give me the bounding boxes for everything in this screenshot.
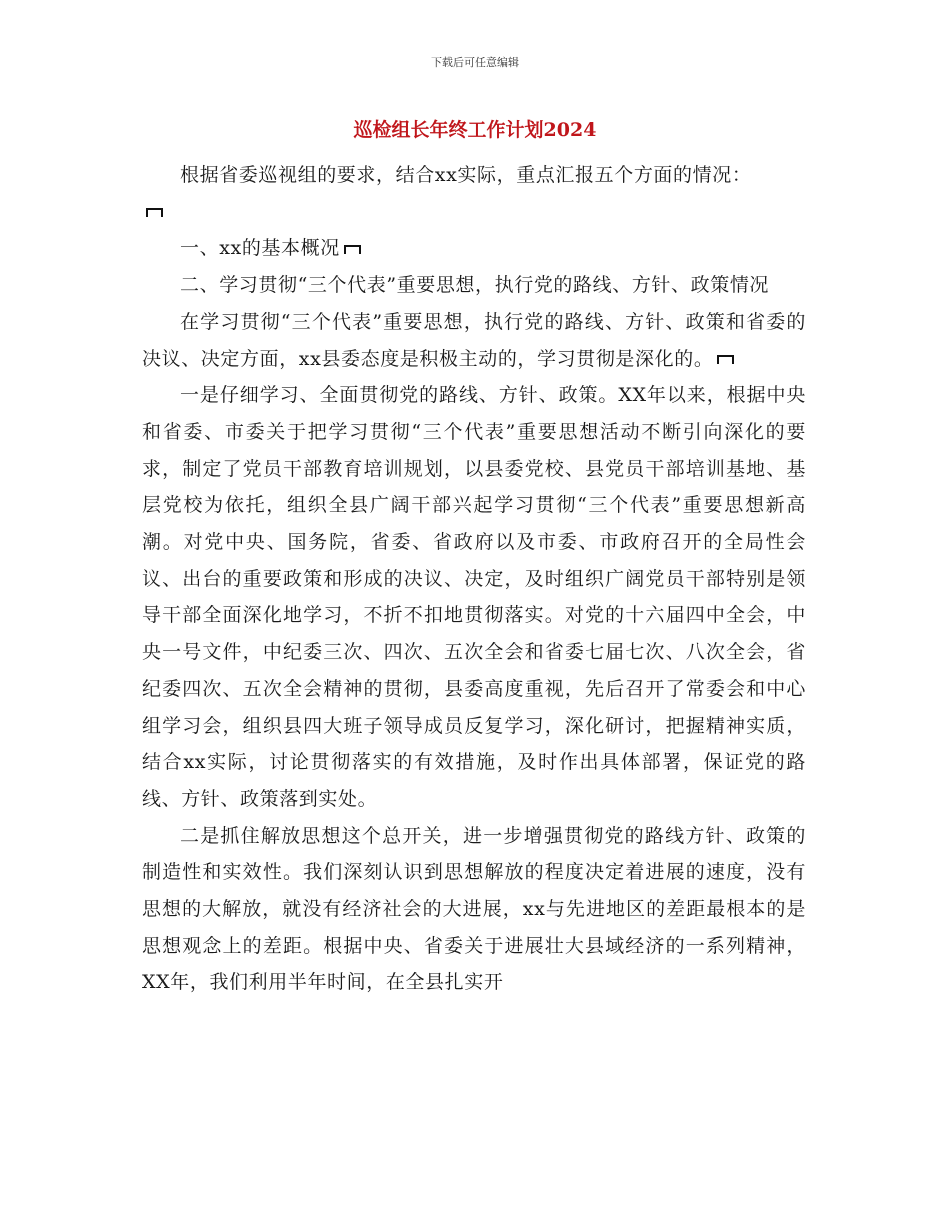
document-title: 巡检组长年终工作计划2024 bbox=[353, 119, 597, 141]
page-header-note: 下载后可任意编辑 bbox=[431, 56, 519, 69]
paragraph-summary: 在学习贯彻“三个代表”重要思想，执行党的路线、方针、政策和省委的决议、决定方面，xx县委态度是积极主动的，学习贯彻是深化的。 bbox=[142, 310, 806, 370]
paragraph-intro: 根据省委巡视组的要求，结合xx实际，重点汇报五个方面的情况： bbox=[180, 164, 752, 186]
section-heading-2: 二、学习贯彻“三个代表”重要思想，执行党的路线、方针、政策情况 bbox=[180, 274, 770, 297]
paragraph-break-mark bbox=[142, 194, 806, 231]
line-break-mark-icon bbox=[717, 355, 734, 364]
paragraph-point-2: 二是抓住解放思想这个总开关，进一步增强贯彻党的路线方针、政策的制造性和实效性。我们深刻认识到思想解放的程度决定着进展的速度，没有思想的大解放，就没有经济社会的大进展，xx与先进地区的差距最根本的是思想观念上的差距。根据中央、省委关于进展壮大县域经济的一系列精神，XX年，我们利用半年时间，在全县扎实开 bbox=[142, 824, 806, 994]
line-break-mark-icon bbox=[146, 208, 163, 217]
paragraph-point-1: 一是仔细学习、全面贯彻党的路线、方针、政策。XX年以来，根据中央和省委、市委关于把学习贯彻“三个代表”重要思想活动不断引向深化的要求，制定了党员干部教育培训规划，以县委党校、县党员干部培训基地、基层党校为依托，组织全县广阔干部兴起学习贯彻“三个代表”重要思想新高潮。对党中央、国务院，省委、省政府以及市委、市政府召开的全局性会议、出台的重要政策和形成的决议、决定，及时组织广阔党员干部特别是领导干部全面深化地学习，不折不扣地贯彻落实。对党的十六届四中全会，中央一号文件，中纪委三次、四次、五次全会和省委七届七次、八次全会，省纪委四次、五次全会精神的贯彻，县委高度重视，先后召开了常委会和中心组学习会，组织县四大班子领导成员反复学习，深化研讨，把握精神实质，结合xx实际，讨论贯彻落实的有效措施，及时作出具体部署，保证党的路线、方针、政策落到实处。 bbox=[142, 384, 806, 810]
document-body bbox=[142, 157, 806, 1001]
section-heading-1: 一、xx的基本概况 bbox=[142, 230, 806, 267]
line-break-mark-icon bbox=[344, 245, 361, 254]
